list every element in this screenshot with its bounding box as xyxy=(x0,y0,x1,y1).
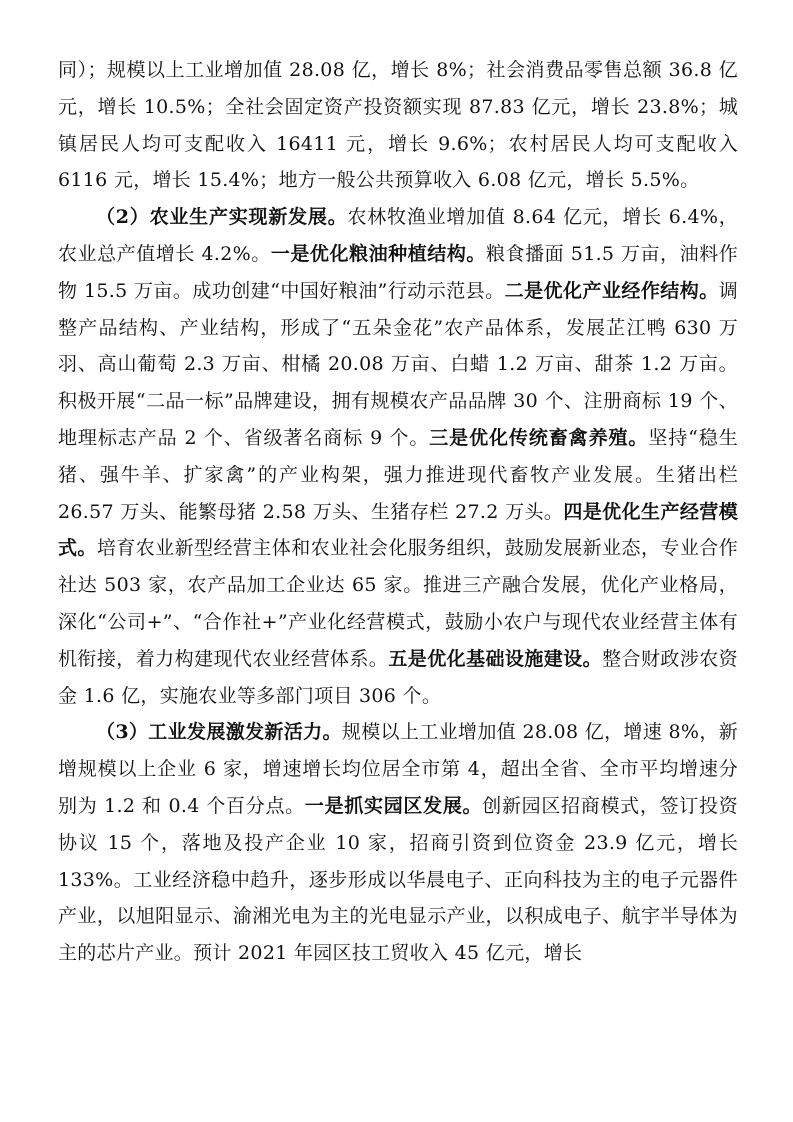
text-run: 粮食播面 51.5 万亩，油料作物 15.5 万亩。成功创建“中国好粮油”行动示范县。 xyxy=(58,242,738,302)
bold-heading-run: 一是优化粮油种植结构。 xyxy=(270,242,486,265)
bold-heading-run: （2）农业生产实现新发展。 xyxy=(96,206,348,229)
bold-heading-run: 二是优化产业经作结构。 xyxy=(504,279,719,302)
text-run: 调整产品结构、产业结构，形成了“五朵金花”农产品体系，发展芷江鸭 630 万羽、高山葡萄 2.3 万亩、柑橘 20.08 万亩、白蜡 1.2 万亩、甜茶 1.2 万亩。积极开展“二品一标”品牌建设，拥有规模农产品品牌 30 个、注册商标 19 个、地理标志产品 2 个、省级著名商标 9 个。 xyxy=(58,279,738,449)
bold-heading-run: 三是优化传统畜禽养殖。 xyxy=(429,426,649,449)
text-run: 整合财政涉农资金 1.6 亿，实施农业等多部门项目 306 个。 xyxy=(58,647,738,707)
paragraph xyxy=(58,52,738,199)
paragraph xyxy=(58,199,738,714)
document-body xyxy=(58,52,738,972)
text-run: 创新园区招商模式，签订投资协议 15 个，落地及投产企业 10 家，招商引资到位资金 23.9 亿元，增长 133%。工业经济稳中趋升，逐步形成以华晨电子、正向科技为主的电子元器件产业，以旭阳显示、渝湘光电为主的光电显示产业，以积成电子、航宇半导体为主的芯片产业。预计 2021 年园区技工贸收入 45 亿元，增长 xyxy=(58,794,739,965)
text-run: 规模以上工业增加值 28.08 亿，增速 8%，新增规模以上企业 6 家，增速增长均位居全市第 4，超出全省、全市平均增速分别为 1.2 和 0.4 个百分点。 xyxy=(58,721,738,817)
text-run: 同）；规模以上工业增加值 28.08 亿，增长 8%；社会消费品零售总额 36.8 亿元，增长 10.5%；全社会固定资产投资额实现 87.83 亿元，增长 23.8%；城镇居民人均可支配收入 16411 元，增长 9.6%；农村居民人均可支配收入 6116 元，增长 15.4%；地方一般公共预算收入 6.08 亿元，增长 5.5%。 xyxy=(58,59,738,192)
bold-heading-run: 四是优化生产经营模式。 xyxy=(58,500,739,560)
text-run: 农林牧渔业增加值 8.64 亿元，增长 6.4%，农业总产值增长 4.2%。 xyxy=(58,206,738,265)
bold-heading-run: （3）工业发展激发新活力。 xyxy=(96,721,342,744)
bold-heading-run: 一是抓实园区发展。 xyxy=(304,794,483,817)
text-run: 坚持“稳生猪、强牛羊、扩家禽”的产业构架，强力推进现代畜牧产业发展。生猪出栏 26.57 万头、能繁母猪 2.58 万头、生猪存栏 27.2 万头。 xyxy=(58,426,739,523)
text-run: 培育农业新型经营主体和农业社会化服务组织，鼓励发展新业态，专业合作社达 503 家，农产品加工企业达 65 家。推进三产融合发展，优化产业格局，深化“公司+”、“合作社+”产业化经营模式，鼓励小农户与现代农业经营主体有机衔接，着力构建现代农业经营体系。 xyxy=(58,537,738,670)
bold-heading-run: 五是优化基础设施建设。 xyxy=(388,647,603,670)
paragraph xyxy=(58,714,738,972)
